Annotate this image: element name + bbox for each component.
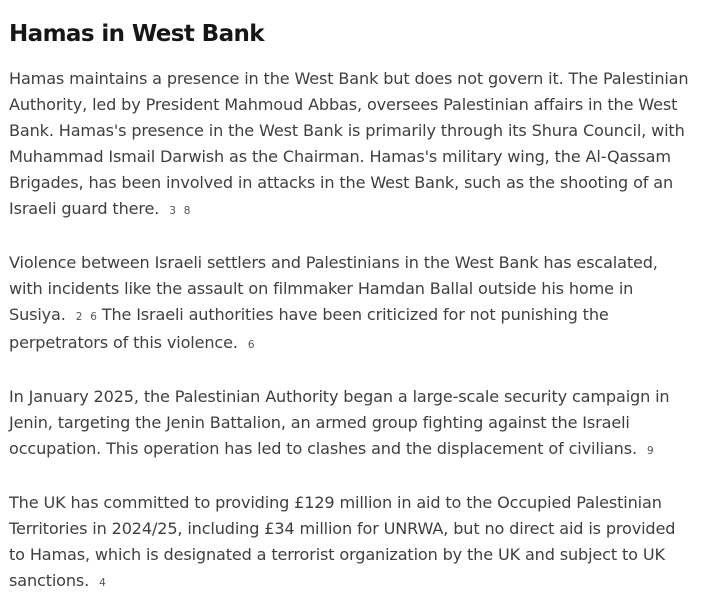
paragraph-jenin-campaign xyxy=(9,384,689,464)
paragraph-text: In January 2025, the Palestinian Authority began a large-scale security campaign in Jenin, targeting the Jenin Battalion, an armed group fighting against the Israeli occupation. This operation has led to clashes and the displacement of civilians. xyxy=(9,387,670,458)
paragraph-text: The UK has committed to providing £129 million in aid to the Occupied Palestinian Territories in 2024/25, including £34 million for UNRWA, but no direct aid is provided to Hamas, which is designated a terrorist organization by the UK and subject to UK sanctions. xyxy=(9,493,676,590)
citation-link[interactable]: 6 xyxy=(247,339,255,351)
article xyxy=(9,18,689,596)
paragraph-hamas-presence xyxy=(9,66,689,224)
citation-link[interactable]: 2 xyxy=(75,311,83,323)
paragraph-text: Hamas maintains a presence in the West Bank but does not govern it. The Palestinian Authority, led by President Mahmoud Abbas, oversees Palestinian affairs in the West Bank. Hamas's presence in the West Bank is primarily through its Shura Council, with Muhammad Ismail Darwish as the Chairman. Hamas's military wing, the Al-Qassam Brigades, has been involved in attacks in the West Bank, such as the shooting of an Israeli guard there. xyxy=(9,69,689,218)
paragraph-text: Violence between Israeli settlers and Palestinians in the West Bank has escalated, with incidents like the assault on filmmaker Hamdan Ballal outside his home in Susiya. xyxy=(9,253,658,324)
citation-link[interactable]: 8 xyxy=(183,205,191,217)
article-title: Hamas in West Bank xyxy=(9,21,264,47)
paragraph-settler-violence xyxy=(9,250,689,358)
paragraph-uk-aid xyxy=(9,490,689,596)
citation-link[interactable]: 9 xyxy=(646,445,654,457)
citation-link[interactable]: 4 xyxy=(99,577,106,589)
paragraph-text: The Israeli authorities have been criticized for not punishing the perpetrators of this violence. xyxy=(9,305,609,352)
citation-link[interactable]: 6 xyxy=(90,311,97,323)
citation-link[interactable]: 3 xyxy=(169,205,176,217)
